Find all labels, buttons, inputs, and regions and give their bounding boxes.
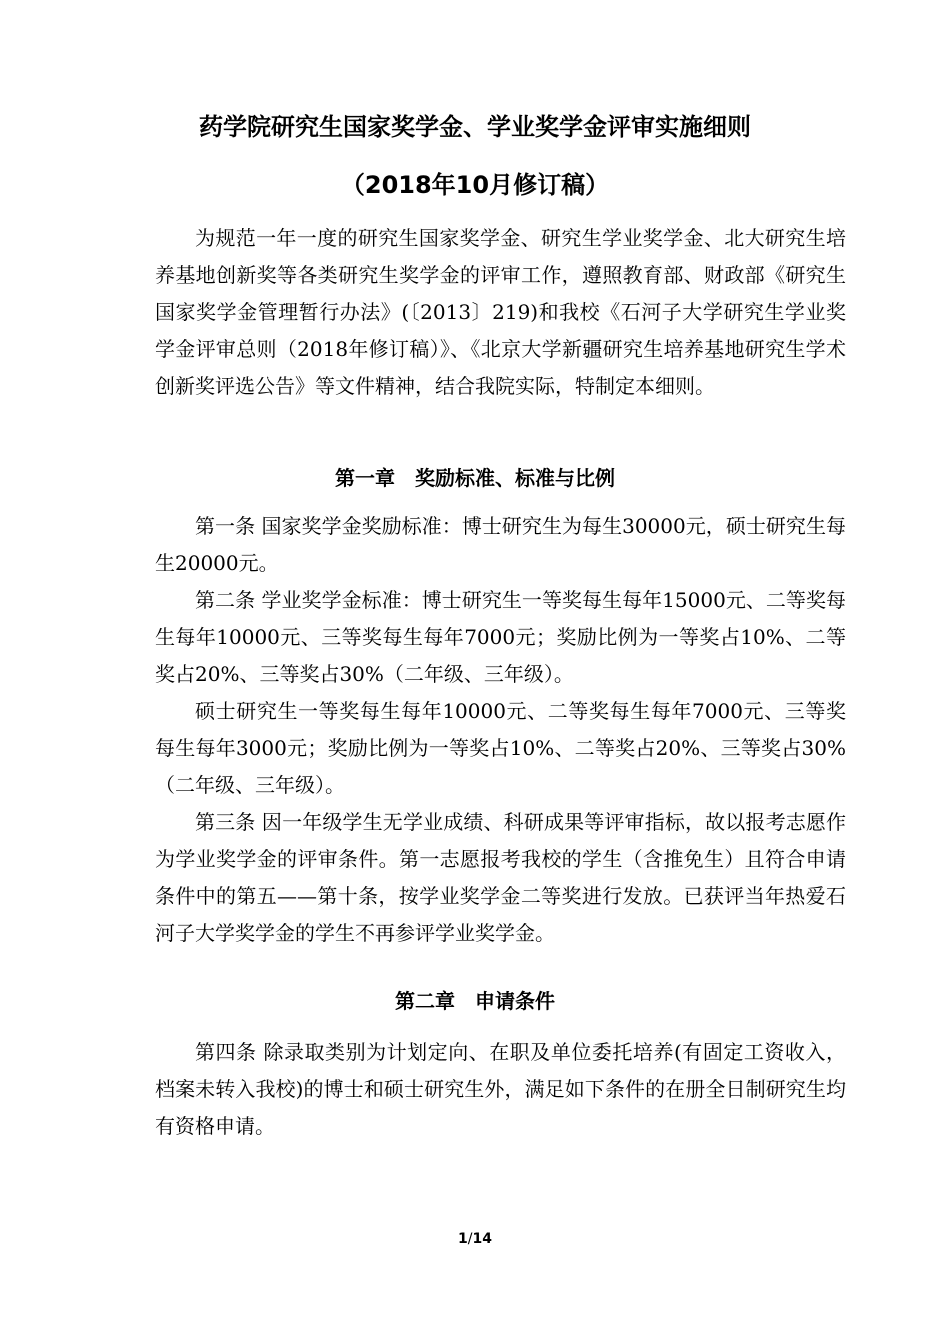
document-title: 药学院研究生国家奖学金、学业奖学金评审实施细则 [199, 113, 751, 141]
article-2-master-paragraph: 硕士研究生一等奖每生每年10000元、二等奖每生每年7000元、三等奖每生每年3000元；奖励比例为一等奖占10%、二等奖占20%、三等奖占30%（二年级、三年级）。 [155, 699, 846, 797]
intro-paragraph: 为规范一年一度的研究生国家奖学金、研究生学业奖学金、北大研究生培养基地创新奖等各类研究生奖学金的评审工作，遵照教育部、财政部《研究生国家奖学金管理暂行办法》(〔2013〕219)和我校《石河子大学研究生学业奖学金评审总则（2018年修订稿）》、《北京大学新疆研究生培养基地研究生学术创新奖评选公告》等文件精神，结合我院实际，特制定本细则。 [155, 226, 846, 398]
article-4-paragraph: 第四条 除录取类别为计划定向、在职及单位委托培养(有固定工资收入，档案未转入我校)的博士和硕士研究生外，满足如下条件的在册全日制研究生均有资格申请。 [155, 1040, 846, 1138]
intro-section [155, 220, 846, 405]
current-page-number: 1 [458, 1231, 468, 1247]
chapter-2-section [155, 1034, 846, 1145]
article-3-paragraph: 第三条 因一年级学生无学业成绩、科研成果等评审指标，故以报考志愿作为学业奖学金的评审条件。第一志愿报考我校的学生（含推免生）且符合申请条件中的第五——第十条，按学业奖学金二等奖进行发放。已获评当年热爱石河子大学奖学金的学生不再参评学业奖学金。 [155, 810, 846, 945]
page-number [0, 1230, 950, 1248]
chapter-2-heading: 第二章 申请条件 [395, 989, 555, 1013]
article-2-paragraph: 第二条 学业奖学金标准：博士研究生一等奖每生每年15000元、二等奖每生每年10000元、三等奖每生每年7000元；奖励比例为一等奖占10%、二等奖占20%、三等奖占30%（二年级、三年级）。 [155, 588, 846, 686]
page-separator: / [467, 1231, 473, 1247]
article-1-paragraph: 第一条 国家奖学金奖励标准：博士研究生为每生30000元，硕士研究生每生20000元。 [155, 514, 846, 575]
chapter-1-heading: 第一章 奖励标准、标准与比例 [335, 466, 615, 490]
document-subtitle: （2018年10月修订稿） [340, 171, 610, 199]
total-pages-number: 14 [472, 1231, 492, 1247]
chapter-1-section [155, 508, 846, 952]
